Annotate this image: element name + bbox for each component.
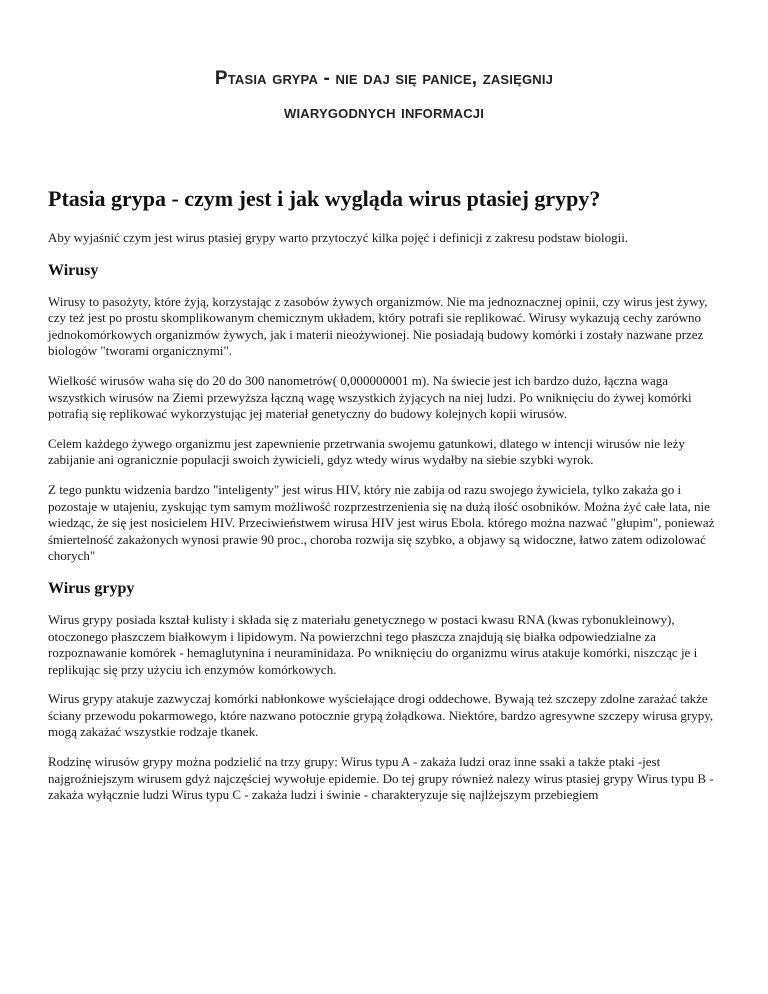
paragraph: Wirusy to pasożyty, które żyją, korzystając z zasobów żywych organizmów. Nie ma jednoznacznej opinii, czy wirus jest żywy, czy też jest po prostu skomplikowanym chemicznym układem, który potrafi sie replikować. Wirusy wykazują cechy zarówno jednokomórkowych organizmów żywych, jak i materii nieożywionej. Nie posiadają budowy komórki i zostały nazwane przez biologów "tworami organicznymi". bbox=[48, 293, 708, 359]
section-heading-wirusy: Wirusy bbox=[48, 261, 99, 279]
paragraph: Wirus grypy atakuje zazwyczaj komórki nabłonkowe wyściełające drogi oddechowe. Bywają też szczepy zdolne zarażać także ściany przewodu pokarmowego, które nazwano potocznie grypą żołądkowa. Niektóre, bardzo agresywne szczepy wirusa grypy, mogą zakażać wszystkie rodzaje tkanek. bbox=[48, 691, 714, 740]
article-heading: Ptasia grypa - czym jest i jak wygląda wirus ptasiej grypy? bbox=[48, 186, 601, 211]
document-title bbox=[48, 62, 720, 130]
article-body bbox=[48, 184, 720, 817]
document-title-line-2: wiarygodnych informacji bbox=[283, 102, 485, 123]
paragraph: Celem każdego żywego organizmu jest zapewnienie przetrwania swojemu gatunkowi, dlatego w intencji wirusów nie leży zabijanie ani ogranicznie populacji swoich żywicieli, gdyz wtedy wirus wydałby na siebie szybki wyrok. bbox=[48, 435, 685, 468]
paragraph: Rodzinę wirusów grypy można podzielić na trzy grupy: Wirus typu A - zakaża ludzi oraz inne ssaki a także ptaki -jest najgroźniejszym wirusem gdyż najczęściej wywołuje epidemie. Do tej grupy również nalezy wirus ptasiej grypy Wirus typu B - zakaża wyłącznie ludzi Wirus typu C - zakaża ludzi i świnie - charakteryzuje się najlżejszym przebiegiem bbox=[48, 754, 714, 803]
paragraph: Wielkość wirusów waha się do 20 do 300 nanometrów( 0,000000001 m). Na świecie jest ich bardzo dużo, łączna waga wszystkich wirusów na Ziemi przewyższa łączną wagę wszystkich żyjących na niej ludzi. Po wniknięciu do żywej komórki potrafią się replikować wykorzystując jej materiał genetyczny do budowy kolejnych kopii wirusów. bbox=[48, 372, 692, 422]
document-title-line-1: Ptasia grypa - nie daj się panice, zasięgnij bbox=[214, 68, 554, 89]
intro-paragraph: Aby wyjaśnić czym jest wirus ptasiej grypy warto przytoczyć kilka pojęć i definicji z zakresu podstaw biologii. bbox=[48, 230, 629, 245]
paragraph: Z tego punktu widzenia bardzo "inteligenty" jest wirus HIV, który nie zabija od razu swojego żywiciela, tylko zakaża go i pozostaje w utajeniu, zyskując tym samym możliwość rozprzestrzenienia się na dużą ilość osobników. Można żyć całe lata, nie wiedząc, że się jest nosicielem HIV. Przeciwieństwem wirusa HIV jest wirus Ebola. którego można nazwać "głupim", ponieważ śmiertelność zakażonych wynosi prawie 90 proc., choroba rozwija się szybko, a objawy są widoczne, łatwo zatem odizolować chorych" bbox=[48, 481, 715, 564]
paragraph: Wirus grypy posiada kształ kulisty i składa się z materiału genetycznego w postaci kwasu RNA (kwas rybonukleinowy), otoczonego płaszczem białkowym i lipidowym. Na powierzchni tego płaszcza znajdują się białka odpowiedzialne za rozpoznawanie komórek - hemaglutynina i neuraminidaza. Po wniknięciu do organizmu wirus atakuje komórki, niszcząc je i replikując się przy użyciu ich enzymów komórkowych. bbox=[48, 611, 698, 677]
section-heading-wirus-grypy: Wirus grypy bbox=[48, 579, 135, 597]
